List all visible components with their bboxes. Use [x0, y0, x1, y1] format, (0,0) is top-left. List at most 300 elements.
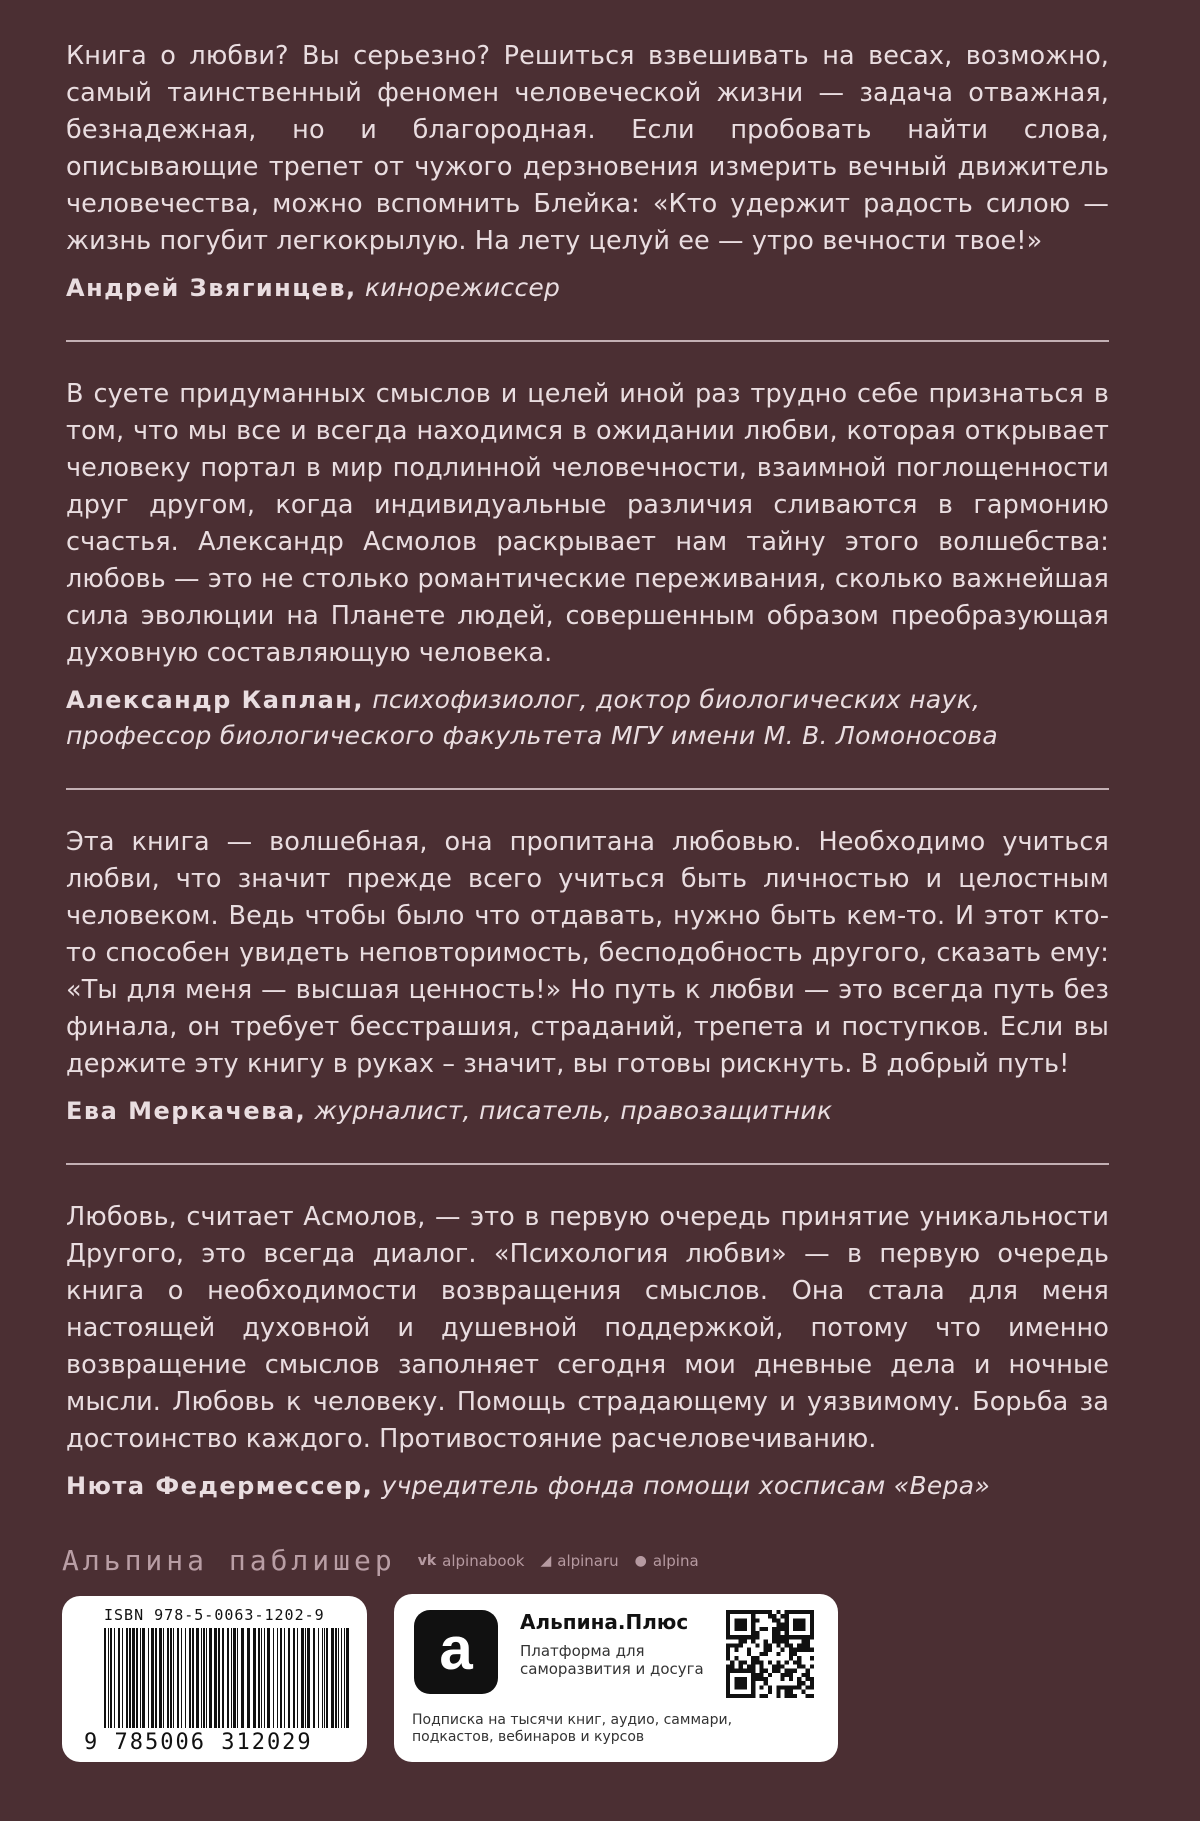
qr-module: [780, 1639, 784, 1643]
qr-module: [806, 1669, 810, 1673]
barcode-bar: [318, 1628, 319, 1728]
qr-module: [726, 1627, 730, 1631]
isbn-digits: 9 785006 312029: [84, 1730, 313, 1755]
barcode-bar: [253, 1628, 256, 1728]
qr-module: [726, 1664, 730, 1668]
qr-module: [764, 1681, 768, 1685]
barcode-bar: [277, 1628, 278, 1728]
author-name: Ева Меркачева,: [66, 1097, 307, 1125]
barcode-bar: [173, 1628, 174, 1728]
qr-module: [764, 1610, 768, 1614]
author-role: журналист, писатель, правозащитник: [314, 1096, 833, 1125]
barcode-bar: [326, 1628, 328, 1728]
other-handle: alpina: [652, 1551, 699, 1570]
qr-module: [751, 1660, 755, 1664]
barcode-bar: [233, 1628, 236, 1728]
barcode-bar: [344, 1628, 345, 1728]
qr-module: [726, 1631, 730, 1635]
qr-module: [810, 1656, 814, 1660]
qr-module: [743, 1618, 747, 1622]
qr-module: [734, 1656, 738, 1660]
qr-module: [801, 1618, 805, 1622]
qr-module: [730, 1669, 734, 1673]
qr-module: [785, 1618, 789, 1622]
qr-module: [755, 1656, 759, 1660]
qr-module: [751, 1639, 755, 1643]
qr-module: [764, 1694, 768, 1698]
qr-module: [760, 1673, 764, 1677]
qr-module: [810, 1677, 814, 1681]
qr-module: [764, 1648, 768, 1652]
qr-module: [793, 1660, 797, 1664]
qr-module: [789, 1635, 793, 1639]
qr-module: [776, 1644, 780, 1648]
qr-module: [747, 1664, 751, 1668]
qr-module: [810, 1664, 814, 1668]
barcode-bar: [196, 1628, 199, 1728]
qr-module: [776, 1652, 780, 1656]
qr-module: [789, 1690, 793, 1694]
barcode-bar: [305, 1628, 306, 1728]
qr-module: [789, 1648, 793, 1652]
qr-module: [734, 1669, 738, 1673]
qr-module: [793, 1669, 797, 1673]
barcode-bar: [159, 1628, 162, 1728]
qr-module: [797, 1635, 801, 1639]
barcode-bar: [297, 1628, 298, 1728]
qr-module: [793, 1618, 797, 1622]
review-text: Книга о любви? Вы серьезно? Решиться взвешивать на весах, возможно, самый таинственный феномен человеческой жизни — задача отважная, безнадежная, но и благородная. Если пробовать найти слова, описывающие трепет от чужого дерзновения измерить вечный движитель человечества, можно вспомнить Блейка: «Кто удержит радость силою — жизнь погубит легкокрылую. На лету целуй ее — утро вечности твое!»: [66, 41, 1109, 256]
qr-module: [739, 1627, 743, 1631]
qr-module: [755, 1631, 759, 1635]
qr-module: [747, 1652, 751, 1656]
barcode-bar: [301, 1628, 304, 1728]
qr-module: [739, 1618, 743, 1622]
qr-module: [797, 1610, 801, 1614]
qr-module: [726, 1673, 730, 1677]
barcode-bar: [167, 1628, 169, 1728]
qr-module: [789, 1669, 793, 1673]
qr-module: [726, 1618, 730, 1622]
qr-module: [764, 1639, 768, 1643]
qr-module: [751, 1681, 755, 1685]
barcode-bar: [227, 1628, 229, 1728]
qr-module: [743, 1669, 747, 1673]
qr-module: [730, 1610, 734, 1614]
barcode-bar: [284, 1628, 285, 1728]
barcode-bar: [129, 1628, 131, 1728]
qr-module: [772, 1635, 776, 1639]
barcode-bar: [313, 1628, 315, 1728]
qr-module: [793, 1652, 797, 1656]
alpina-plus-desc: Платформа для саморазвития и досуга: [520, 1642, 704, 1678]
qr-module: [776, 1685, 780, 1689]
qr-module: [785, 1614, 789, 1618]
qr-module: [734, 1677, 738, 1681]
qr-module: [755, 1673, 759, 1677]
qr-module: [801, 1644, 805, 1648]
qr-module: [739, 1660, 743, 1664]
barcode-bar: [218, 1628, 220, 1728]
qr-module: [793, 1648, 797, 1652]
qr-module: [789, 1644, 793, 1648]
qr-module: [797, 1648, 801, 1652]
qr-module: [801, 1664, 805, 1668]
qr-module: [780, 1627, 784, 1631]
qr-module: [751, 1618, 755, 1622]
qr-module: [726, 1614, 730, 1618]
circle-icon: ●: [634, 1552, 647, 1569]
qr-module: [801, 1673, 805, 1677]
social-vk: [418, 1552, 525, 1570]
barcode-bar: [264, 1628, 265, 1728]
qr-module: [743, 1660, 747, 1664]
qr-module: [751, 1685, 755, 1689]
qr-module: [789, 1694, 793, 1698]
qr-module: [768, 1673, 772, 1677]
qr-module: [785, 1623, 789, 1627]
qr-module: [755, 1660, 759, 1664]
qr-module: [734, 1694, 738, 1698]
barcode-bar: [142, 1628, 145, 1728]
barcode-bar: [151, 1628, 154, 1728]
qr-module: [776, 1694, 780, 1698]
qr-module: [772, 1631, 776, 1635]
qr-module: [797, 1656, 801, 1660]
qr-module: [760, 1652, 764, 1656]
qr-module: [776, 1623, 780, 1627]
qr-module: [734, 1610, 738, 1614]
qr-module: [806, 1635, 810, 1639]
qr-module: [755, 1618, 759, 1622]
qr-module: [751, 1627, 755, 1631]
qr-module: [768, 1614, 772, 1618]
barcode-bar: [140, 1628, 141, 1728]
barcode-bar: [189, 1628, 191, 1728]
qr-module: [785, 1639, 789, 1643]
qr-module: [747, 1648, 751, 1652]
qr-module: [760, 1677, 764, 1681]
barcode-bar: [192, 1628, 194, 1728]
barcode-bar: [267, 1628, 270, 1728]
qr-module: [726, 1681, 730, 1685]
qr-module: [789, 1610, 793, 1614]
barcode-bar: [241, 1628, 244, 1728]
qr-module: [806, 1648, 810, 1652]
qr-module: [768, 1610, 772, 1614]
qr-module: [810, 1681, 814, 1685]
barcode-bar: [181, 1628, 182, 1728]
qr-module: [776, 1618, 780, 1622]
author-role: кинорежиссер: [364, 273, 561, 302]
qr-module: [764, 1669, 768, 1673]
qr-module: [751, 1656, 755, 1660]
barcode-bar: [341, 1628, 342, 1728]
qr-module: [797, 1685, 801, 1689]
telegram-handle: alpinaru: [557, 1551, 619, 1570]
qr-module: [734, 1644, 738, 1648]
qr-module: [780, 1614, 784, 1618]
qr-module: [743, 1681, 747, 1685]
qr-module: [785, 1690, 789, 1694]
alpina-plus-title: Альпина.Плюс: [520, 1610, 689, 1634]
author-role: учредитель фонда помощи хосписам «Вера»: [381, 1471, 991, 1500]
barcode-bar: [177, 1628, 179, 1728]
qr-module: [776, 1669, 780, 1673]
qr-module: [810, 1618, 814, 1622]
publisher-logo: Альпина паблишер: [62, 1544, 396, 1577]
qr-module: [743, 1685, 747, 1689]
qr-module: [751, 1631, 755, 1635]
qr-module: [726, 1685, 730, 1689]
qr-module: [789, 1685, 793, 1689]
qr-module: [768, 1644, 772, 1648]
qr-module: [755, 1644, 759, 1648]
qr-module: [726, 1610, 730, 1614]
qr-module: [726, 1635, 730, 1639]
qr-module: [785, 1644, 789, 1648]
qr-module: [726, 1648, 730, 1652]
divider: [66, 340, 1109, 342]
barcode-bar: [136, 1628, 138, 1728]
qr-module: [810, 1631, 814, 1635]
qr-module: [739, 1610, 743, 1614]
qr-module: [776, 1627, 780, 1631]
qr-module: [743, 1677, 747, 1681]
qr-module: [764, 1644, 768, 1648]
qr-module: [730, 1635, 734, 1639]
qr-module: [730, 1664, 734, 1668]
alpina-plus-footer: Подписка на тысячи книг, аудио, саммари, подкастов, вебинаров и курсов: [412, 1712, 733, 1745]
barcode-bar: [247, 1628, 250, 1728]
qr-module: [743, 1627, 747, 1631]
barcode-bar: [206, 1628, 207, 1728]
review-4: [66, 1199, 1109, 1504]
publisher-row: [62, 1544, 715, 1577]
barcode: [102, 1628, 352, 1728]
qr-module: [772, 1639, 776, 1643]
qr-module: [751, 1690, 755, 1694]
qr-module: [785, 1673, 789, 1677]
qr-module: [739, 1644, 743, 1648]
qr-module: [751, 1694, 755, 1698]
barcode-bar: [201, 1628, 202, 1728]
qr-module: [780, 1677, 784, 1681]
qr-module: [739, 1623, 743, 1627]
telegram-icon: ◢: [540, 1552, 552, 1569]
qr-module: [785, 1669, 789, 1673]
qr-module: [801, 1627, 805, 1631]
qr-module: [789, 1673, 793, 1677]
vk-handle: alpinabook: [442, 1551, 525, 1570]
isbn-card: [62, 1596, 367, 1762]
barcode-bar: [307, 1628, 310, 1728]
qr-module: [751, 1614, 755, 1618]
qr-module: [806, 1673, 810, 1677]
qr-module: [793, 1685, 797, 1689]
author-name: Андрей Звягинцев,: [66, 274, 357, 302]
author-name: Александр Каплан,: [66, 686, 365, 714]
barcode-bar: [324, 1628, 325, 1728]
author-name: Нюта Федермессер,: [66, 1472, 374, 1500]
barcode-bar: [114, 1628, 115, 1728]
qr-module: [730, 1660, 734, 1664]
qr-module: [797, 1618, 801, 1622]
qr-module: [734, 1685, 738, 1689]
barcode-bar: [155, 1628, 157, 1728]
qr-module: [743, 1635, 747, 1639]
qr-module: [751, 1623, 755, 1627]
qr-module: [743, 1639, 747, 1643]
qr-module: [764, 1677, 768, 1681]
qr-module: [776, 1664, 780, 1668]
qr-module: [780, 1685, 784, 1689]
qr-code: [726, 1610, 814, 1698]
review-1: [66, 38, 1109, 306]
qr-module: [726, 1656, 730, 1660]
qr-module: [793, 1627, 797, 1631]
qr-module: [772, 1669, 776, 1673]
review-text: Эта книга — волшебная, она пропитана любовью. Необходимо учиться любви, что значит прежде всего учиться быть личностью и целостным человеком. Ведь чтобы было что отдавать, нужно быть кем-то. И этот кто-то способен увидеть неповторимость, бесподобность другого, сказать ему: «Ты для меня — высшая ценность!» Но путь к любви — это всегда путь без финала, он требует бесстрашия, страданий, трепета и поступков. Если вы держите эту книгу в руках – значит, вы готовы рискнуть. В добрый путь!: [66, 827, 1109, 1079]
qr-module: [726, 1623, 730, 1627]
qr-module: [739, 1664, 743, 1668]
qr-module: [764, 1652, 768, 1656]
qr-module: [734, 1681, 738, 1685]
barcode-bar: [273, 1628, 274, 1728]
qr-module: [739, 1681, 743, 1685]
barcode-bar: [288, 1628, 290, 1728]
qr-module: [768, 1690, 772, 1694]
qr-module: [797, 1623, 801, 1627]
qr-module: [755, 1677, 759, 1681]
reviews-block: [66, 38, 1109, 1504]
qr-module: [776, 1635, 780, 1639]
qr-module: [751, 1669, 755, 1673]
qr-module: [726, 1669, 730, 1673]
qr-module: [743, 1694, 747, 1698]
qr-module: [780, 1673, 784, 1677]
qr-module: [797, 1681, 801, 1685]
barcode-bar: [163, 1628, 164, 1728]
qr-module: [768, 1685, 772, 1689]
review-author: [66, 1468, 1109, 1504]
qr-module: [801, 1681, 805, 1685]
social-other: [635, 1552, 699, 1570]
qr-module: [801, 1690, 805, 1694]
qr-module: [739, 1677, 743, 1681]
qr-module: [780, 1635, 784, 1639]
barcode-bar: [331, 1628, 334, 1728]
qr-module: [806, 1644, 810, 1648]
qr-module: [751, 1673, 755, 1677]
qr-module: [801, 1623, 805, 1627]
barcode-bar: [170, 1628, 172, 1728]
qr-module: [764, 1627, 768, 1631]
barcode-bar: [280, 1628, 282, 1728]
barcode-bar: [293, 1628, 295, 1728]
qr-module: [789, 1652, 793, 1656]
social-telegram: [540, 1552, 618, 1570]
review-2: [66, 376, 1109, 754]
qr-module: [793, 1635, 797, 1639]
qr-module: [760, 1627, 764, 1631]
barcode-bar: [209, 1628, 212, 1728]
qr-module: [797, 1677, 801, 1681]
qr-module: [780, 1664, 784, 1668]
qr-module: [760, 1669, 764, 1673]
barcode-bar: [104, 1628, 106, 1728]
qr-module: [810, 1610, 814, 1614]
qr-module: [760, 1685, 764, 1689]
barcode-bar: [148, 1628, 149, 1728]
qr-module: [751, 1610, 755, 1614]
qr-module: [734, 1635, 738, 1639]
qr-module: [776, 1631, 780, 1635]
qr-module: [801, 1635, 805, 1639]
qr-module: [739, 1685, 743, 1689]
barcode-bar: [261, 1628, 262, 1728]
qr-module: [739, 1635, 743, 1639]
qr-module: [751, 1664, 755, 1668]
barcode-bar: [222, 1628, 224, 1728]
qr-module: [743, 1610, 747, 1614]
qr-module: [793, 1610, 797, 1614]
barcode-bar: [132, 1628, 135, 1728]
qr-module: [726, 1690, 730, 1694]
barcode-bar: [322, 1628, 323, 1728]
qr-module: [785, 1635, 789, 1639]
qr-module: [785, 1610, 789, 1614]
qr-module: [810, 1648, 814, 1652]
barcode-bar: [118, 1628, 120, 1728]
qr-module: [810, 1627, 814, 1631]
barcode-bar: [203, 1628, 205, 1728]
qr-module: [726, 1644, 730, 1648]
qr-module: [789, 1656, 793, 1660]
qr-module: [810, 1614, 814, 1618]
qr-module: [739, 1669, 743, 1673]
qr-module: [734, 1648, 738, 1652]
qr-module: [806, 1610, 810, 1614]
barcode-bar: [185, 1628, 186, 1728]
qr-module: [755, 1610, 759, 1614]
divider: [66, 788, 1109, 790]
qr-module: [797, 1660, 801, 1664]
qr-module: [739, 1694, 743, 1698]
author-role: психофизиолог, доктор биологических наук, профессор биологического факультета МГУ имени М. В. Ломоносова: [66, 685, 999, 750]
qr-module: [768, 1660, 772, 1664]
barcode-bar: [258, 1628, 260, 1728]
qr-module: [726, 1677, 730, 1681]
qr-module: [772, 1664, 776, 1668]
qr-module: [810, 1685, 814, 1689]
qr-module: [755, 1635, 759, 1639]
review-author: [66, 270, 1109, 306]
qr-module: [760, 1660, 764, 1664]
qr-module: [810, 1694, 814, 1698]
qr-module: [726, 1652, 730, 1656]
qr-module: [772, 1627, 776, 1631]
barcode-bar: [214, 1628, 217, 1728]
divider: [66, 1163, 1109, 1165]
qr-module: [772, 1618, 776, 1622]
review-text: В суете придуманных смыслов и целей иной раз трудно себе признаться в том, что мы все и всегда находимся в ожидании любви, которая открывает человеку портал в мир подлинной человечности, взаимной поглощенности друг другом, когда индивидуальные различия сливаются в гармонию счастья. Александр Асмолов раскрывает нам тайну этого волшебства: любовь — это не столько романтические переживания, сколько важнейшая сила эволюции на Планете людей, совершенным образом преобразующая духовную составляющую человека.: [66, 379, 1109, 668]
barcode-bar: [346, 1628, 349, 1728]
qr-module: [751, 1635, 755, 1639]
qr-module: [810, 1635, 814, 1639]
qr-module: [776, 1660, 780, 1664]
review-3: [66, 824, 1109, 1129]
